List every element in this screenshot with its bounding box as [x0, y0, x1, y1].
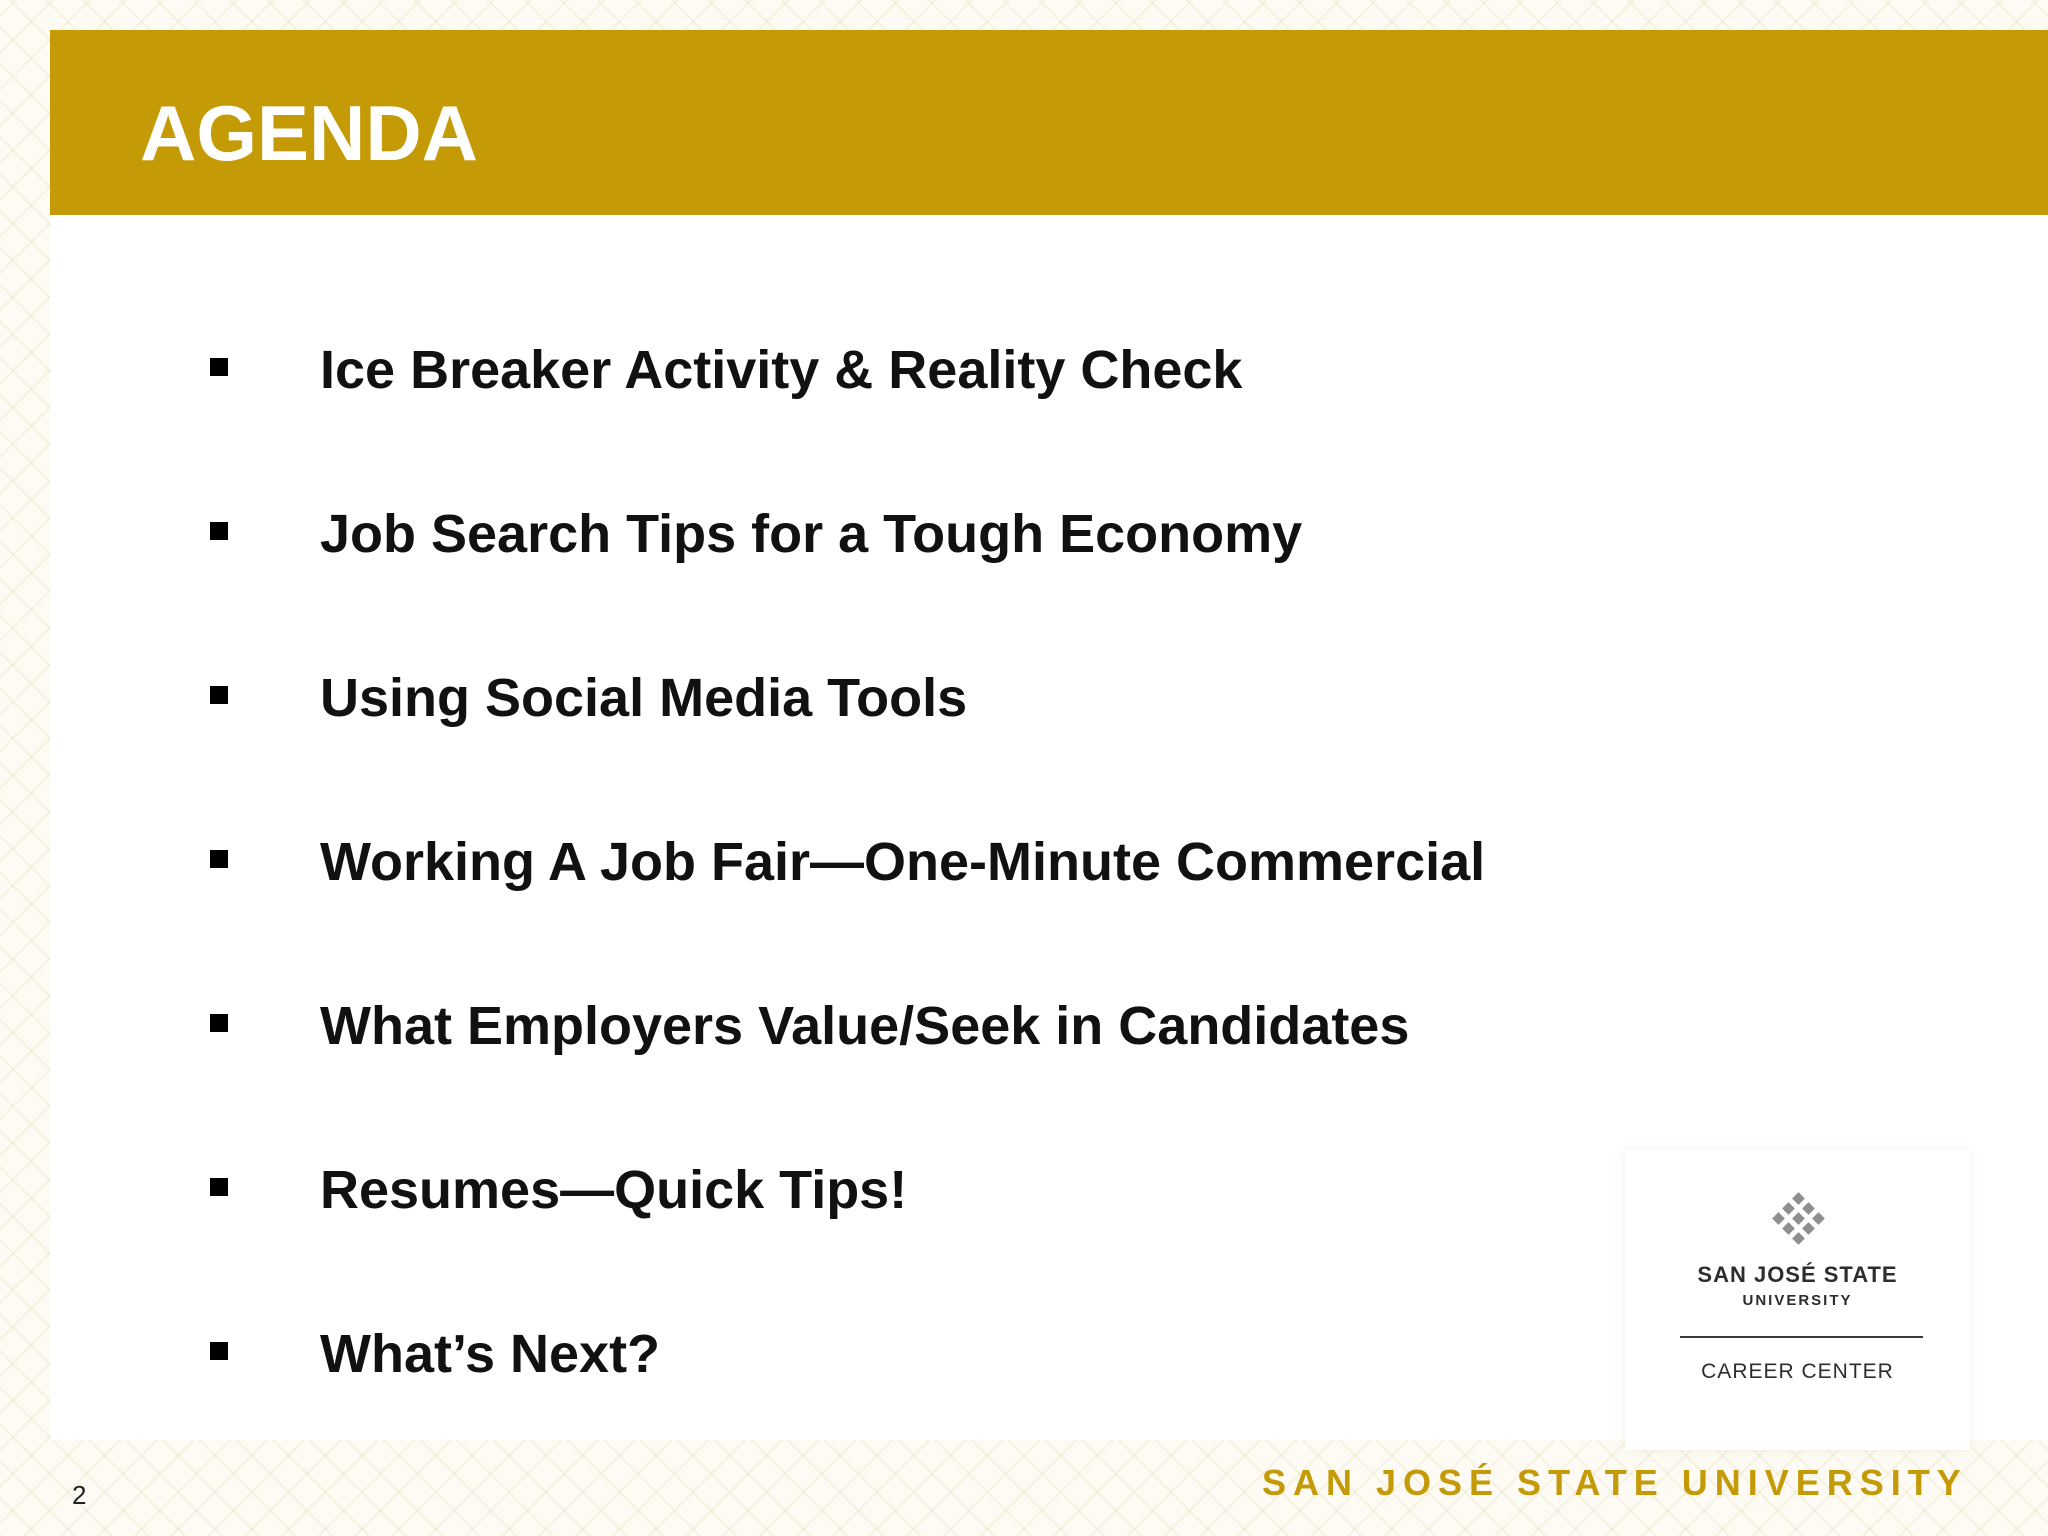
square-bullet-icon: [210, 1178, 228, 1196]
square-bullet-icon: [210, 1014, 228, 1032]
sjsu-seal-icon: [1769, 1192, 1827, 1250]
agenda-list: [210, 320, 1485, 1468]
agenda-item-label: Working A Job Fair—One-Minute Commercial: [320, 832, 1486, 892]
logo-department: CAREER CENTER: [1701, 1360, 1894, 1383]
logo-divider: [1680, 1336, 1923, 1338]
agenda-item-label: Resumes—Quick Tips!: [320, 1160, 908, 1220]
agenda-item: [210, 1140, 1485, 1304]
logo-university-name: SAN JOSÉ STATE: [1697, 1262, 1898, 1287]
agenda-item: [210, 976, 1485, 1140]
square-bullet-icon: [210, 850, 228, 868]
agenda-item-label: Job Search Tips for a Tough Economy: [320, 504, 1303, 564]
square-bullet-icon: [210, 358, 228, 376]
slide-title: AGENDA: [140, 89, 479, 177]
agenda-item-label: Ice Breaker Activity & Reality Check: [320, 340, 1243, 400]
agenda-item: [210, 812, 1485, 976]
agenda-item-label: Using Social Media Tools: [320, 668, 968, 728]
square-bullet-icon: [210, 686, 228, 704]
agenda-item-label: What’s Next?: [320, 1324, 661, 1384]
logo-university-sub: UNIVERSITY: [1742, 1292, 1853, 1309]
agenda-item: [210, 484, 1485, 648]
career-center-logo: [1625, 1150, 1970, 1450]
agenda-item: [210, 320, 1485, 484]
agenda-item: [210, 648, 1485, 812]
square-bullet-icon: [210, 522, 228, 540]
footer-wordmark: SAN JOSÉ STATE UNIVERSITY: [1262, 1462, 1968, 1503]
agenda-item-label: What Employers Value/Seek in Candidates: [320, 996, 1410, 1056]
square-bullet-icon: [210, 1342, 228, 1360]
page-number: 2: [72, 1480, 87, 1510]
agenda-item: [210, 1304, 1485, 1468]
